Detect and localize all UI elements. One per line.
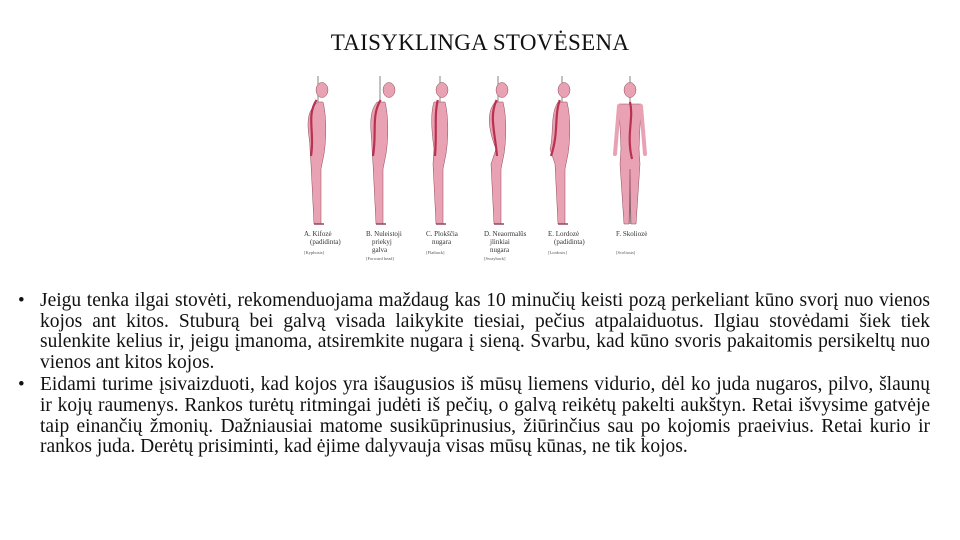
- figure-caption-line: (padidinta): [554, 238, 585, 246]
- figure-caption: B. Nuleistoji: [366, 230, 402, 238]
- arm-shape: [318, 106, 320, 152]
- bullet-text: Eidami turime įsivaizduoti, kad kojos yra išaugusios iš mūsų liemens vidurio, dėl ko juda nugaros, pilvo, šlaunų ir kojų raumenys. Rankos turėtų ritmingai judėti iš pečių, o galvą reikėtų pakelti aukštyn. Retai išvysime gatvėje taip einančių žmonių. Dažniausiai matome susikūprinusius, žiūrinčius sau po kojomis praeivius. Retai kurio ir rankos juda. Derėtų prisiminti, kad ėjime dalyvauja visas mūsų kūnas, ne tik kojos.: [40, 374, 930, 458]
- figure-caption: A. Kifozė: [304, 230, 332, 238]
- figure-caption-line: galva: [372, 246, 388, 254]
- head-shape: [558, 83, 570, 98]
- bullet-item: [18, 291, 930, 373]
- figure-caption: F. Skoliozė: [616, 230, 648, 238]
- figure-caption-line: nugara: [432, 238, 452, 246]
- figure-caption: C. Plokščia: [426, 230, 458, 238]
- posture-illustration: [300, 74, 662, 270]
- posture-figures-svg: [300, 74, 662, 270]
- bullet-dot: •: [18, 374, 25, 396]
- posture-figure: [615, 76, 647, 255]
- bullet-item: [18, 375, 930, 457]
- figure-subcaption: [Flatback]: [426, 250, 445, 255]
- head-shape: [496, 83, 508, 98]
- posture-figure: [484, 76, 527, 261]
- figure-caption-line: jlinkiai: [490, 238, 510, 246]
- figure-caption: D. Neaormalūs: [484, 230, 527, 238]
- body-shape: [550, 102, 570, 224]
- head-shape: [316, 83, 328, 98]
- figure-caption: E. Lordozė: [548, 230, 580, 238]
- figure-subcaption: [Lordosis]: [548, 250, 567, 255]
- arm-shape: [498, 106, 500, 152]
- head-shape: [383, 83, 395, 98]
- posture-figure: [366, 76, 402, 261]
- posture-figure: [426, 76, 459, 255]
- figure-subcaption: [Kyphosis]: [304, 250, 324, 255]
- posture-figure: [304, 76, 341, 255]
- arm-shape: [562, 106, 564, 152]
- figure-subcaption: [Swayback]: [484, 256, 506, 261]
- bullet-text: Jeigu tenka ilgai stovėti, rekomenduojama maždaug kas 10 minučių keisti pozą perkeliant kūno svorį nuo vienos kojos ant kitos. Stuburą bei galvą visada laikykite tiesiai, pečius atpalaiduotus. Ilgiau stovėdami šiek tiek sulenkite kelius ir, jeigu įmanoma, atsiremkite nugara į sieną. Svarbu, kad kūno svoris pakaitomis persikeltų nuo vienos ant kitos kojos.: [40, 290, 930, 373]
- posture-figure: [548, 76, 585, 255]
- head-shape: [436, 83, 448, 98]
- bullet-dot: •: [18, 290, 25, 311]
- bullet-list: [18, 291, 930, 460]
- figure-caption-line: priekyj: [372, 238, 392, 246]
- arm-shape: [440, 106, 442, 152]
- arm-shape: [380, 106, 382, 152]
- figure-subcaption: [Scoliosis]: [616, 250, 636, 255]
- figure-caption-line: (padidinta): [310, 238, 341, 246]
- slide-title: TAISYKLINGA STOVĖSENA: [330, 30, 630, 55]
- figure-caption-line: nugara: [490, 246, 510, 254]
- head-shape: [624, 83, 636, 98]
- figure-subcaption: [Forward head]: [366, 256, 394, 261]
